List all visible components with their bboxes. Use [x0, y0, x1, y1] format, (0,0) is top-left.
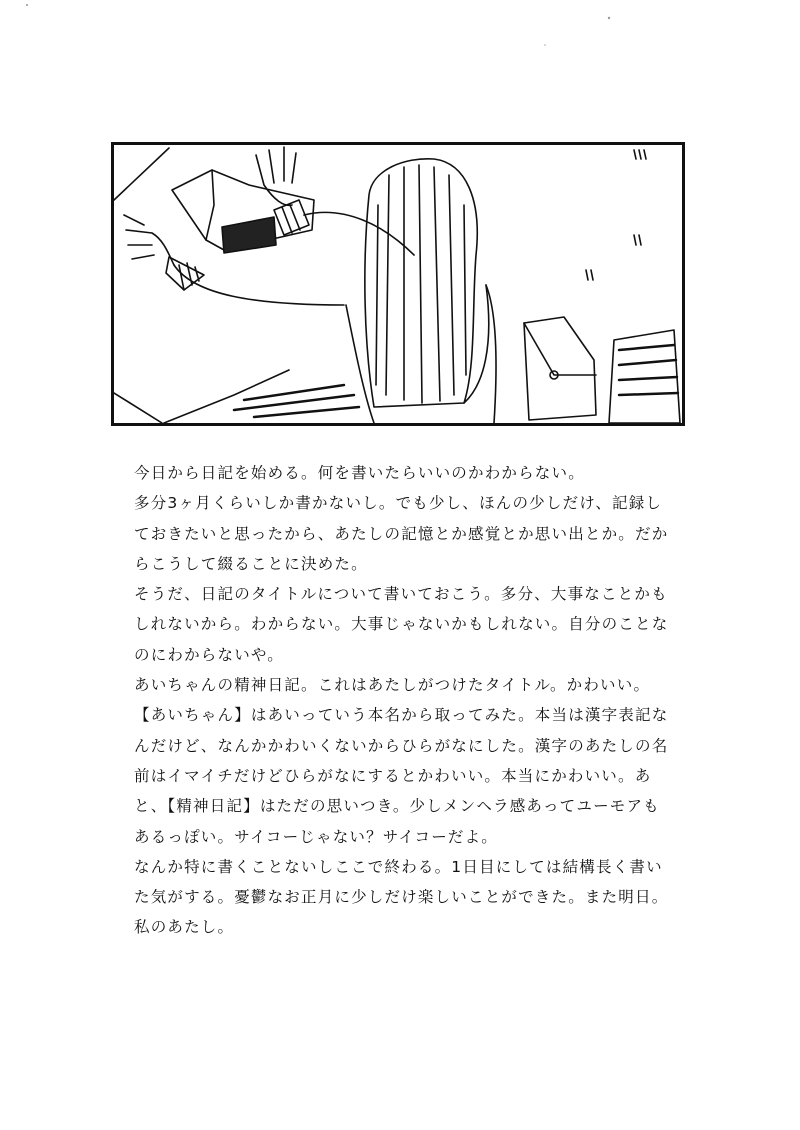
- diary-paragraph: なんか特に書くことないしここで終わる。1日目にしては結構長く書いた気がする。憂鬱なお正月に少しだけ楽しいことができた。また明日。私のあたし。: [134, 857, 669, 937]
- diary-paragraph: 多分3ヶ月くらいしか書かないし。でも少し、ほんの少しだけ、記録しておきたいと思ったから、あたしの記憶とか感覚とか思い出とか。だからこうして綴ることに決めた。: [134, 494, 669, 573]
- diary-paragraph: 今日から日記を始める。何を書いたらいいのかわからない。: [134, 464, 585, 482]
- diary-paragraph: あいちゃんの精神日記。これはあたしがつけたタイトル。かわいい。: [134, 676, 651, 695]
- diary-paragraph: 【あいちゃん】はあいっていう本名から取ってみた。本当は漢字表記なんだけど、なんかかわいくないからひらがなにした。漢字のあたしの名前はイマイチだけどひらがなにするとかわいい。本当にかわいい。あと、【精神日記】はただの思いつき。少しメンヘラ感あってユーモアもあるっぽい。サイコーじゃない？サイコーだよ。: [134, 706, 669, 846]
- desk-edge: [114, 148, 169, 200]
- diary-paragraph: そうだ、日記のタイトルについて書いておこう。多分、大事なことかもしれないから。わからない。大事じゃないかもしれない。自分のことなのにわからないや。: [134, 585, 669, 664]
- desk-top-edge: [114, 393, 162, 423]
- paper-stack: [524, 317, 596, 420]
- right-hand: [256, 147, 296, 205]
- paper-specks: [0, 0, 800, 60]
- illustration-panel: [111, 142, 685, 426]
- left-hand: [124, 215, 174, 265]
- diary-text: [134, 458, 674, 943]
- girl-at-desk-illustration: [114, 145, 682, 423]
